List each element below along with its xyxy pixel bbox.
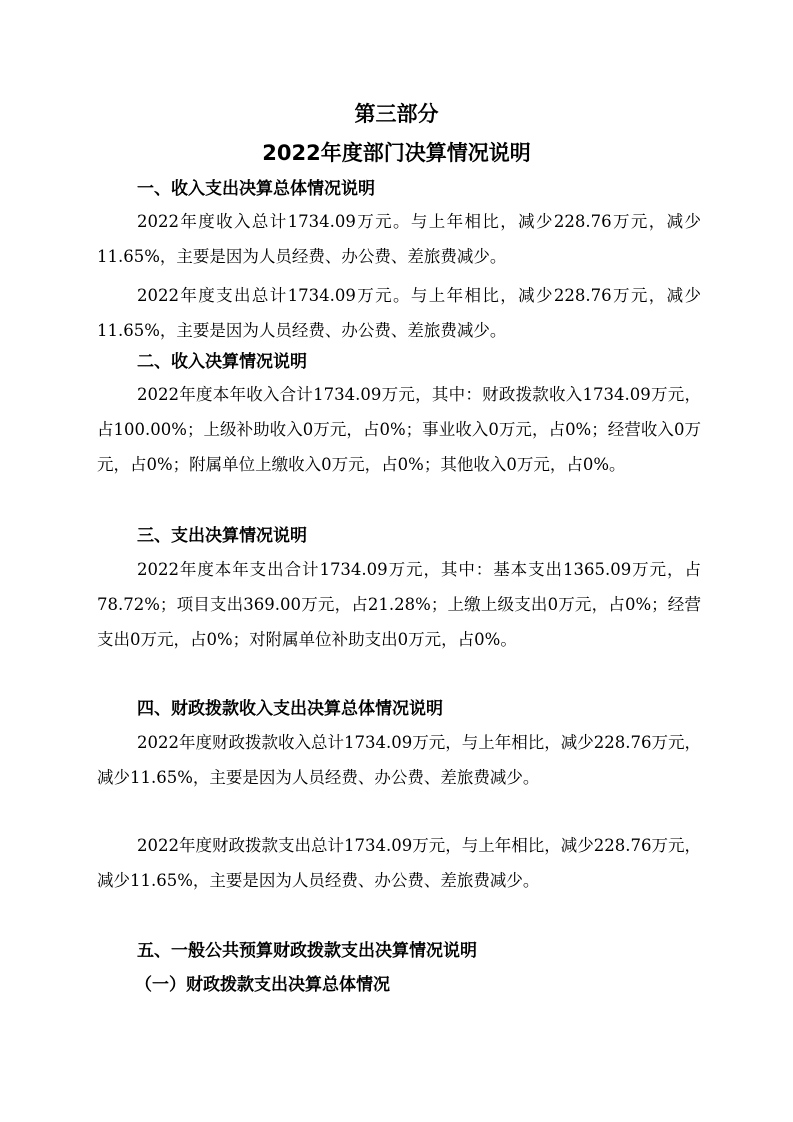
paragraph: 2022年度本年支出合计1734.09万元，其中：基本支出1365.09万元，占78.72%；项目支出369.00万元，占21.28%；上缴上级支出0万元，占0%；经营支出0万元，占0%；对附属单位补助支出0万元，占0%。	[97, 560, 701, 649]
section-heading-4: 四、财政拨款收入支出决算总体情况说明	[137, 699, 443, 719]
section-heading-1: 一、收入支出决算总体情况说明	[137, 179, 375, 199]
paragraph: 2022年度财政拨款支出总计1734.09万元，与上年相比，减少228.76万元，减少11.65%，主要是因为人员经费、办公费、差旅费减少。	[97, 836, 701, 890]
part-title: 第三部分	[354, 102, 439, 126]
paragraph: 2022年度收入总计1734.09万元。与上年相比，减少228.76万元，减少11.65%，主要是因为人员经费、办公费、差旅费减少。	[97, 212, 701, 266]
main-title: 2022年度部门决算情况说明	[262, 141, 531, 165]
section-heading-2: 二、收入决算情况说明	[137, 352, 307, 372]
paragraph: 2022年度财政拨款收入总计1734.09万元，与上年相比，减少228.76万元，减少11.65%，主要是因为人员经费、办公费、差旅费减少。	[97, 733, 701, 787]
section-heading-3: 三、支出决算情况说明	[137, 526, 307, 546]
subsection-heading: （一）财政拨款支出决算总体情况	[135, 975, 390, 995]
paragraph: 2022年度本年收入合计1734.09万元，其中：财政拨款收入1734.09万元，占100.00%；上级补助收入0万元，占0%；事业收入0万元，占0%；经营收入0万元，占0%；附属单位上缴收入0万元，占0%；其他收入0万元，占0%。	[97, 385, 701, 474]
section-heading-5: 五、一般公共预算财政拨款支出决算情况说明	[137, 941, 477, 961]
paragraph: 2022年度支出总计1734.09万元。与上年相比，减少228.76万元，减少11.65%，主要是因为人员经费、办公费、差旅费减少。	[97, 286, 701, 340]
